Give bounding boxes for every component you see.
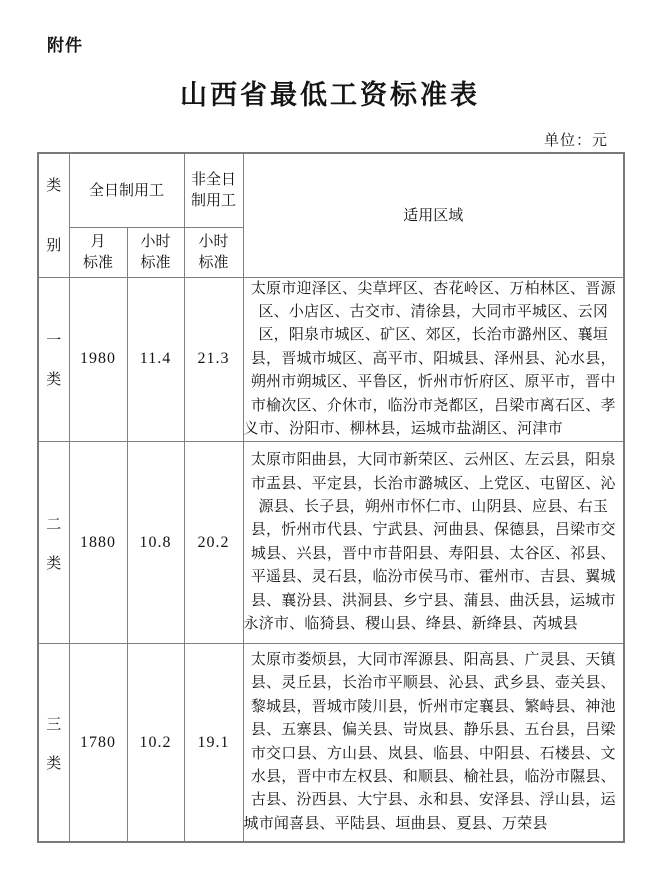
page-title: 山西省最低工资标准表 — [180, 80, 480, 110]
header-parttime-hourly-standard — [184, 227, 243, 277]
table-row-category-1 — [38, 277, 624, 442]
header-monthly-standard — [69, 227, 127, 277]
header-parttime-line-1: 非全日 — [191, 171, 237, 189]
table-header-row-1 — [38, 153, 624, 227]
category-3-hourly-standard: 10.2 — [127, 644, 184, 842]
category-3-char-1: 三 — [46, 716, 62, 733]
category-1-char-2: 类 — [46, 372, 62, 389]
table-row-category-3 — [38, 644, 624, 842]
table-row-category-2 — [38, 442, 624, 644]
category-3-monthly-standard: 1780 — [69, 644, 127, 842]
category-1-char-1: 一 — [46, 333, 62, 350]
header-hourly-line-2: 标准 — [140, 254, 171, 271]
category-3-parttime-hourly-standard: 19.1 — [184, 644, 243, 842]
header-monthly-line-2: 标准 — [82, 254, 113, 271]
header-pt-hourly-line-1: 小时 — [198, 233, 229, 250]
header-monthly-line-1: 月 — [90, 233, 106, 250]
minimum-wage-table — [37, 152, 625, 843]
header-parttime-line-2: 制用工 — [191, 192, 237, 210]
category-1-hourly-standard: 11.4 — [127, 277, 184, 442]
category-3-regions: 太原市娄烦县，大同市浑源县、阳高县、广灵县、天镇县、灵丘县，长治市平顺县、沁县、武乡县、壶关县、黎城县，晋城市陵川县，忻州市定襄县、繁峙县、神池县、五寨县、偏关县、岢岚县、静乐县、五台县，吕梁市交口县、方山县、岚县、临县、中阳县、石楼县、文水县，晋中市左权县、和顺县、榆社县，临汾市隰县、古县、汾西县、大宁县、永和县、安泽县、浮山县，运城市闻喜县、平陆县、垣曲县、夏县、万荣县 — [243, 644, 624, 842]
attachment-label: 附件 — [47, 36, 83, 55]
header-parttime — [184, 153, 243, 227]
category-2-regions: 太原市阳曲县，大同市新荣区、云州区、左云县，阳泉市盂县、平定县，长治市潞城区、上党区、屯留区、沁源县、长子县，朔州市怀仁市、山阴县、应县、右玉县，忻州市代县、宁武县、河曲县、保德县，吕梁市交城县、兴县，晋中市昔阳县、寿阳县、太谷区、祁县、平遥县、灵石县，临汾市侯马市、霍州市、吉县、翼城县、襄汾县、洪洞县、乡宁县、蒲县、曲沃县，运城市永济市、临猗县、稷山县、绛县、新绛县、芮城县 — [243, 442, 624, 644]
category-2-label — [38, 442, 69, 644]
header-category-char-2: 别 — [46, 236, 62, 254]
category-2-parttime-hourly-standard: 20.2 — [184, 442, 243, 644]
header-region: 适用区域 — [243, 153, 624, 277]
category-3-char-2: 类 — [46, 755, 62, 772]
category-2-char-1: 二 — [46, 516, 62, 533]
category-1-parttime-hourly-standard: 21.3 — [184, 277, 243, 442]
category-1-regions: 太原市迎泽区、尖草坪区、杏花岭区、万柏林区、晋源区、小店区、古交市、清徐县，大同市平城区、云冈区，阳泉市城区、矿区、郊区，长治市潞州区、襄垣县，晋城市城区、高平市、阳城县、泽州县、沁水县，朔州市朔城区、平鲁区，忻州市忻府区、原平市，晋中市榆次区、介休市，临汾市尧都区，吕梁市离石区、孝义市、汾阳市、柳林县，运城市盐湖区、河津市 — [243, 277, 624, 442]
unit-note: 单位：元 — [543, 133, 608, 149]
category-2-char-2: 类 — [46, 555, 62, 572]
header-pt-hourly-line-2: 标准 — [198, 254, 229, 271]
header-category — [38, 153, 69, 277]
category-3-label — [38, 644, 69, 842]
category-1-monthly-standard: 1980 — [69, 277, 127, 442]
header-fulltime: 全日制用工 — [69, 153, 184, 227]
header-category-char-1: 类 — [46, 176, 62, 194]
category-2-monthly-standard: 1880 — [69, 442, 127, 644]
category-1-label — [38, 277, 69, 442]
header-hourly-standard — [127, 227, 184, 277]
header-hourly-line-1: 小时 — [140, 233, 171, 250]
category-2-hourly-standard: 10.8 — [127, 442, 184, 644]
